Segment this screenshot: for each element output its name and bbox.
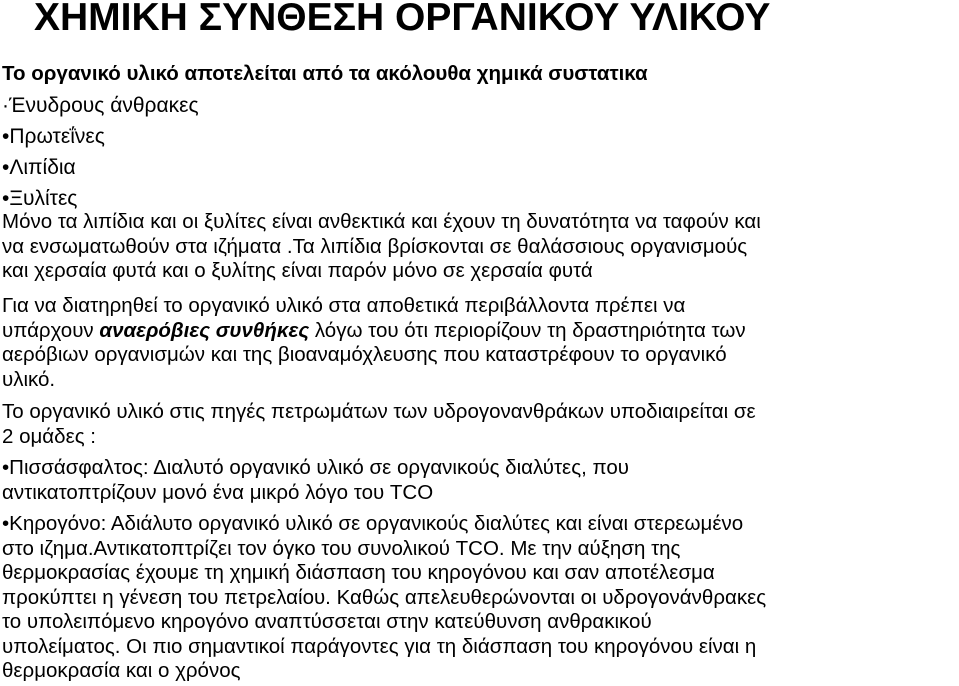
text-line: στο ιζημα.Αντικατοπτρίζει τον όγκο του συνολικού TCO. Με την αύξηση της bbox=[2, 536, 681, 560]
text-segment: υπάρχουν bbox=[2, 318, 100, 342]
text-line: •Κηρογόνο: Αδιάλυτο οργανικό υλικό σε οργανικούς διαλύτες και είναι στερεωμένο bbox=[2, 512, 744, 535]
text-line: Το οργανικό υλικό στις πηγές πετρωμάτων των υδρογονανθράκων υποδιαιρείται σε bbox=[2, 400, 756, 423]
paragraph-resistance bbox=[2, 210, 958, 284]
text-line: το υπολειπόμενο κηρογόνο αναπτύσσεται στην κατεύθυνση ανθρακικού bbox=[2, 610, 652, 633]
text-line: Μόνο τα λιπίδια και οι ξυλίτες είναι ανθεκτικά και έχουν τη δυνατότητα να ταφούν και bbox=[2, 210, 761, 233]
text-line: Για να διατηρηθεί το οργανικό υλικό στα αποθετικά περιβάλλοντα πρέπει να bbox=[2, 294, 686, 317]
paragraph-preservation bbox=[2, 294, 958, 392]
text-line: υπολείματος. Οι πιο σημαντικοί παράγοντες για τη διάσπαση του κηρογόνου είναι η bbox=[2, 634, 757, 658]
text-line: υλικό. bbox=[2, 367, 56, 391]
text-line: να ενσωματωθούν στα ιζήματα .Τα λιπίδια βρίσκονται σε θαλάσσιους οργανισμούς bbox=[2, 234, 748, 258]
text-line: αερόβιων οργανισμών και της βιοαναμόχλευσης που καταστρέφουν το οργανικό bbox=[2, 343, 727, 366]
paragraph-kerogen bbox=[2, 512, 958, 684]
list-item: •Ξυλίτες bbox=[2, 187, 78, 210]
text-line: προκύπτει η γένεση του πετρελαίου. Καθώς απελευθερώνονται οι υδρογονάνθρακες bbox=[2, 585, 767, 609]
slide-title: ΧΗΜΙΚΗ ΣΥΝΘΕΣΗ ΟΡΓΑΝΙΚΟΥ ΥΛΙΚΟΥ bbox=[34, 0, 771, 39]
intro-heading: Το οργανικό υλικό αποτελείται από τα ακόλουθα χημικά συστατικα bbox=[2, 62, 648, 85]
text-segment: λόγω του ότι περιορίζουν τη δραστηριότητα των bbox=[309, 318, 746, 342]
text-line bbox=[2, 319, 958, 344]
text-line: και χερσαία φυτά και ο ξυλίτης είναι παρόν μόνο σε χερσαία φυτά bbox=[2, 259, 593, 282]
text-line: •Πισσάσφαλτος: Διαλυτό οργανικό υλικό σε οργανικούς διαλύτες, που bbox=[2, 456, 629, 479]
paragraph-groups bbox=[2, 400, 958, 449]
paragraph-bitumen bbox=[2, 456, 958, 505]
components-list bbox=[2, 90, 199, 214]
text-line: 2 ομάδες : bbox=[2, 424, 96, 448]
text-line: αντικατοπτρίζουν μονό ένα μικρό λόγο του TCO bbox=[2, 480, 434, 504]
text-line: θερμοκρασίας έχουμε τη χημική διάσπαση του κηρογόνου και σαν αποτέλεσμα bbox=[2, 561, 715, 584]
emphasis-anaerobic-conditions: αναερόβιες συνθήκες bbox=[99, 318, 310, 342]
list-item: ·Ένυδρους άνθρακες bbox=[2, 94, 199, 117]
list-item: •Λιπίδια bbox=[2, 156, 76, 179]
text-line: θερμοκρασία και ο χρόνος bbox=[2, 659, 241, 682]
list-item: •Πρωτεΐνες bbox=[2, 125, 105, 148]
